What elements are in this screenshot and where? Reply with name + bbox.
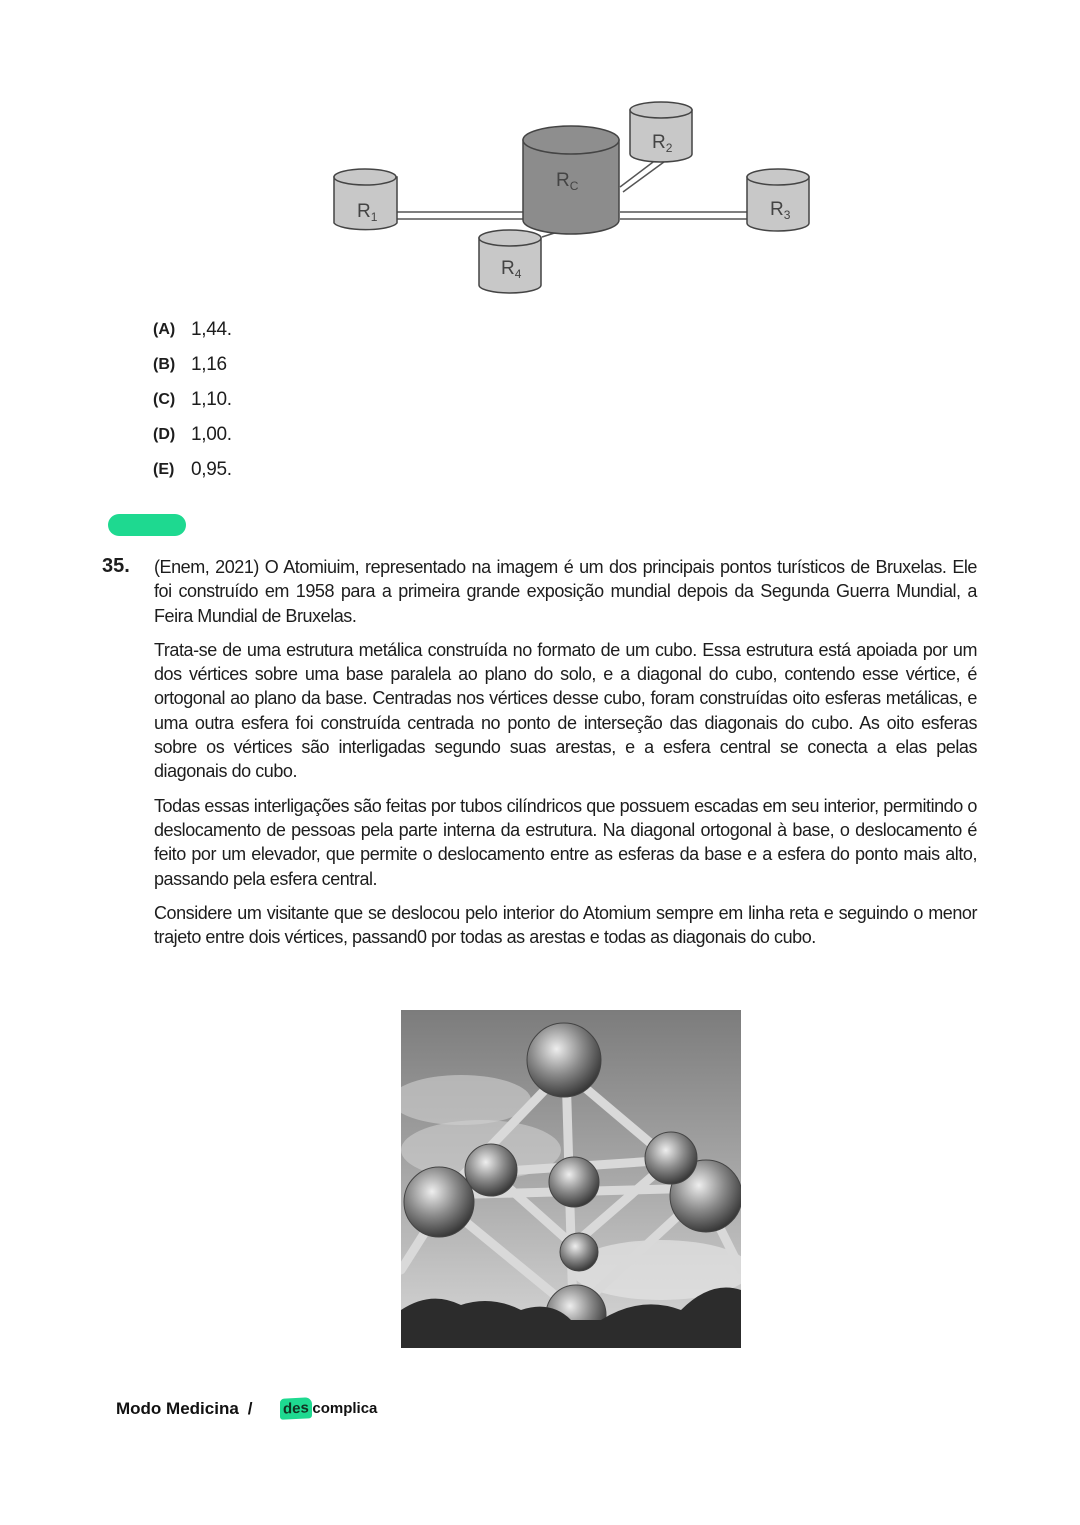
question-paragraph: Considere um visitante que se deslocou pelo interior do Atomium sempre em linha reta e seguindo o menor trajeto entre dois vértices, passand0 por todas as arestas e todas as diagonais do cubo. [154,902,977,948]
logo-complica-text: complica [312,1400,378,1417]
footer-separator: / [247,1398,253,1418]
option-value: 0,95. [191,458,232,480]
label-r3: $R_3$ [770,199,791,222]
label-r4: $R_4$ [501,258,522,281]
option-value: 1,16 [191,353,227,375]
logo-des-badge: des [280,1397,312,1420]
question-paragraph: Trata-se de uma estrutura metálica construída no formato de um cubo. Essa estrutura está apoiada por um dos vértices sobre uma base paralela ao plano do solo, e a diagonal do cubo, contendo esse vértice, é ortogonal ao plano da base. Centradas nos vértices desse cubo, foram construídas oito esferas metálicas, e uma outra esfera foi construída centrada no ponto de interseção das diagonais do cubo. As oito esferas sobre os vértices são interligadas segundo suas arestas, e a esfera central se conecta a elas pelas diagonais do cubo. [154,639,977,782]
option-letter: (E) [153,460,175,478]
option-a [153,312,232,347]
answer-options [153,312,232,487]
label-r2: $R_2$ [652,132,673,155]
option-value: 1,44. [191,318,232,340]
question-body [154,555,977,959]
question-paragraph: (Enem, 2021) O Atomiuim, representado na imagem é um dos principais pontos turísticos de Bruxelas. Ele foi construído em 1958 para a primeira grande exposição mundial depois da Segunda Guerra Mundial, a Feira Mundial de Bruxelas. [154,557,977,626]
option-value: 1,00. [191,423,232,445]
reservoir-diagram [320,95,820,300]
footer-brand: Modo Medicina [116,1398,239,1418]
option-value: 1,10. [191,388,232,410]
label-rc: $R_C$ [556,170,579,193]
option-c [153,382,232,417]
label-r1: $R_1$ [357,201,378,224]
option-d [153,417,232,452]
option-e [153,452,232,487]
question-paragraph: Todas essas interligações são feitas por tubos cilíndricos que possuem escadas em seu interior, permitindo o deslocamento de pessoas pela parte interna da estrutura. Na diagonal ortogonal à base, o deslocamento é feito por um elevador, que permite o deslocamento entre as esferas da base e a esfera do ponto mais alto, passando pela esfera central. [154,795,977,889]
option-letter: (D) [153,425,176,443]
question-number: 35. [102,555,130,577]
page-footer [116,1398,377,1419]
option-letter: (A) [153,320,176,338]
atomium-photo [401,1010,741,1348]
section-marker-pill [108,514,186,536]
option-b [153,347,232,382]
option-letter: (B) [153,355,176,373]
descomplica-logo [280,1398,378,1419]
option-letter: (C) [153,390,176,408]
